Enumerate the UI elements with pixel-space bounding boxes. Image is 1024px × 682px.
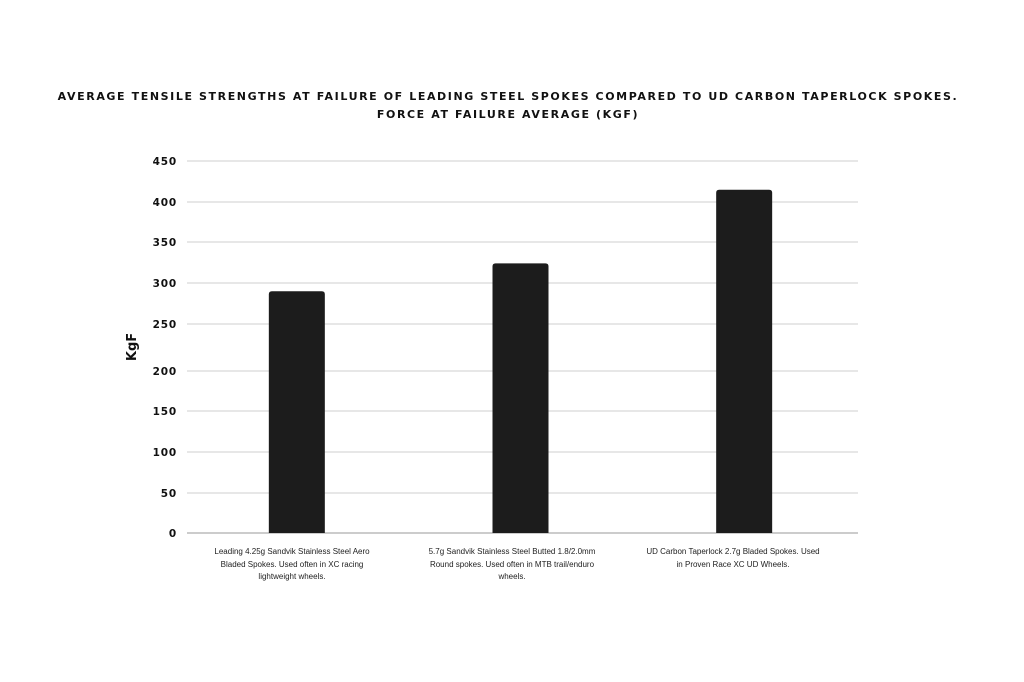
- bars: [269, 190, 772, 533]
- y-tick-label-200: 200: [152, 366, 177, 378]
- category-label-2: 5.7g Sandvik Stainless Steel Butted 1.8/2.0mm Round spokes. Used often in MTB trail/enduro wheels.: [428, 547, 596, 581]
- chart-subtitle: FORCE AT FAILURE AVERAGE (KGF): [376, 108, 640, 121]
- y-axis-label: KgF: [125, 332, 140, 362]
- y-tick-label-350: 350: [152, 237, 177, 249]
- y-tick-label-400: 400: [152, 197, 177, 209]
- y-tick-label-450: 450: [152, 156, 177, 168]
- category-label-3: UD Carbon Taperlock 2.7g Bladed Spokes. Used in Proven Race XC UD Wheels.: [646, 547, 820, 569]
- y-axis-ticks: [153, 156, 177, 540]
- y-tick-label-100: 100: [152, 447, 177, 459]
- chart-title: AVERAGE TENSILE STRENGTHS AT FAILURE OF LEADING STEEL SPOKES COMPARED TO UD CARBON TAPERLOCK SPOKES.: [57, 90, 959, 103]
- bar-1: [269, 291, 325, 533]
- y-tick-label-0: 0: [168, 528, 177, 540]
- y-tick-label-50: 50: [160, 488, 177, 500]
- bar-2: [493, 263, 549, 533]
- y-tick-label-300: 300: [152, 278, 177, 290]
- y-tick-label-250: 250: [152, 319, 177, 331]
- y-tick-label-150: 150: [152, 406, 177, 418]
- bar-3: [716, 190, 772, 533]
- category-label-1: Leading 4.25g Sandvik Stainless Steel Aero Bladed Spokes. Used often in XC racing lightweight wheels.: [214, 547, 370, 581]
